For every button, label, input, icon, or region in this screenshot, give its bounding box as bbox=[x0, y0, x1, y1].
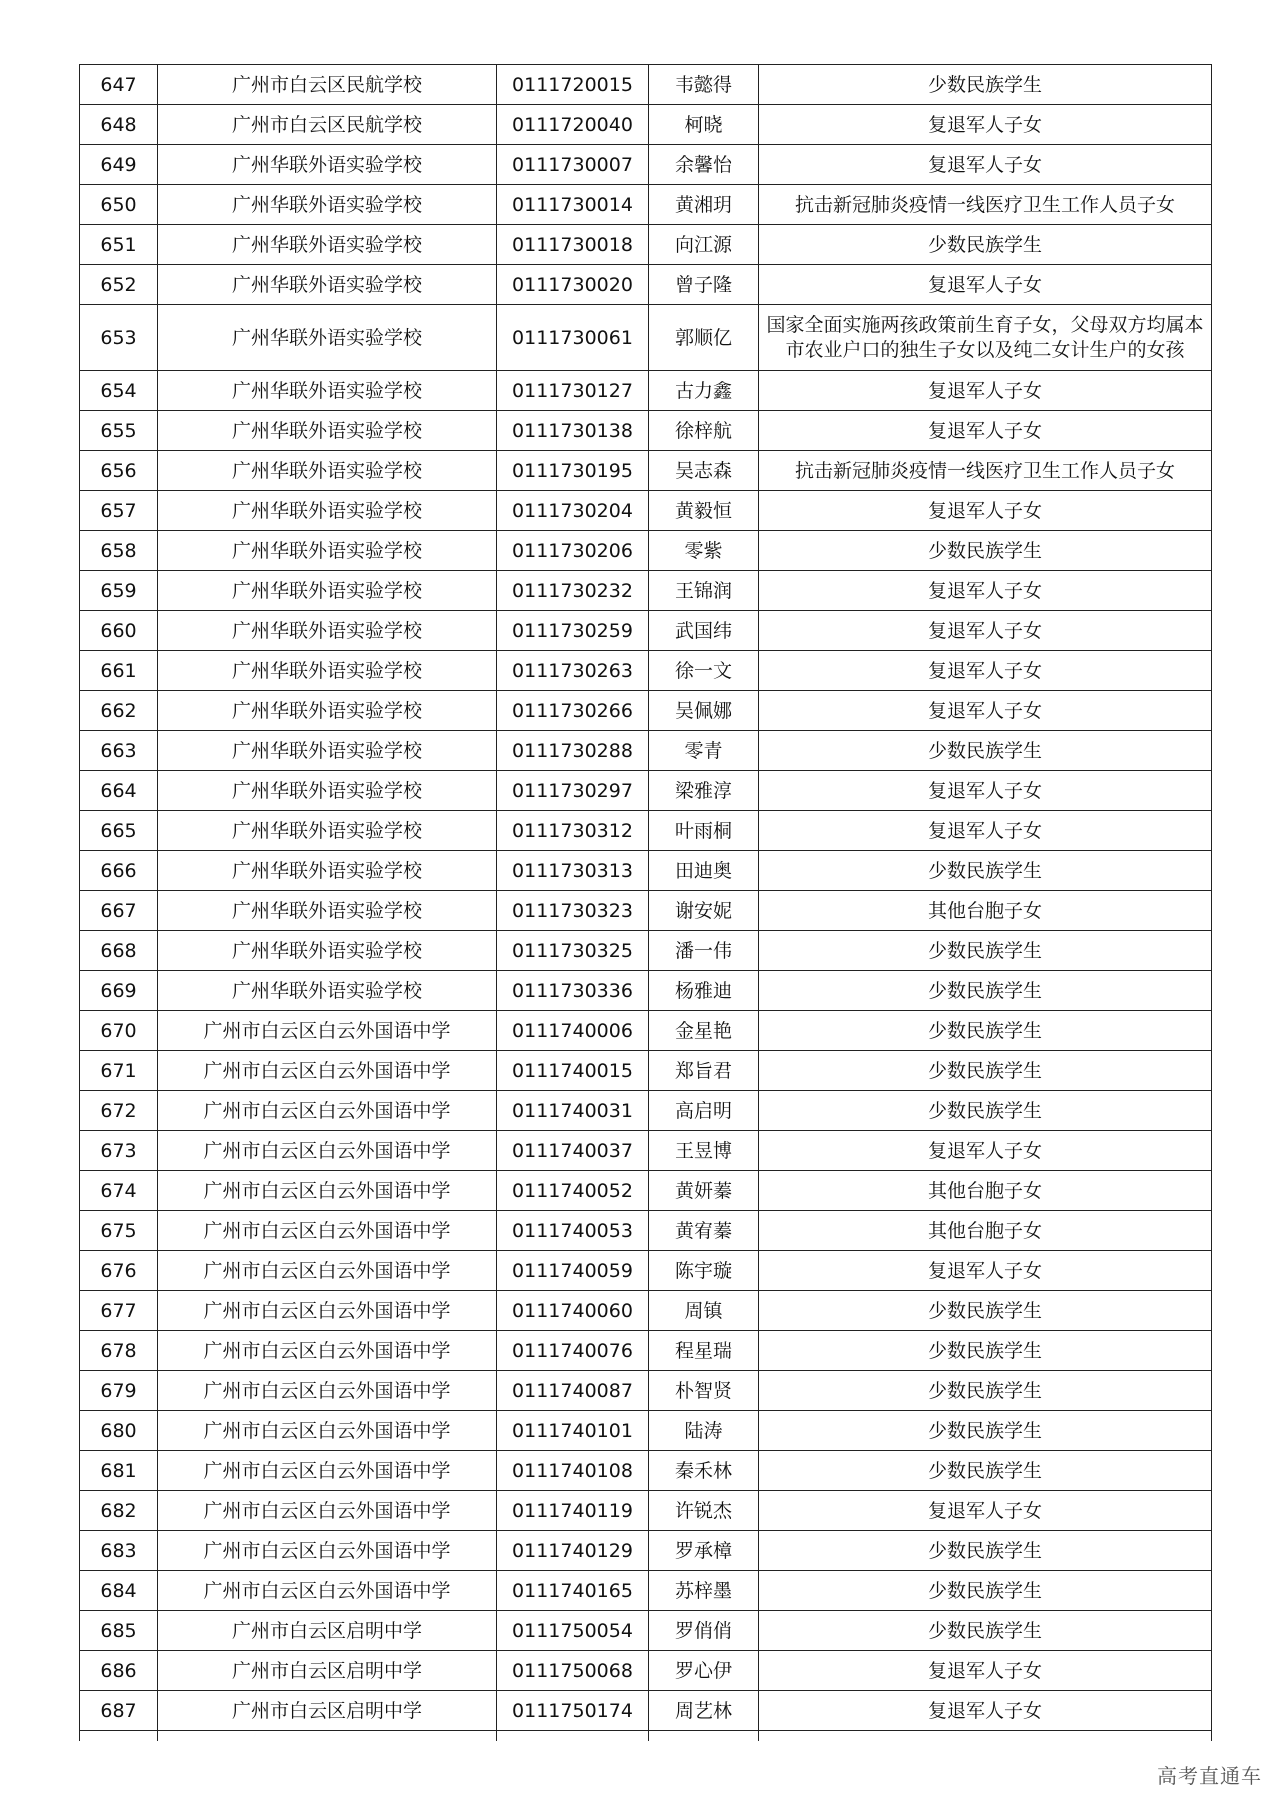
exam-number-cell: 0111730232 bbox=[497, 571, 649, 611]
student-name-cell: 吴志森 bbox=[649, 451, 759, 491]
row-number-cell: 682 bbox=[80, 1491, 158, 1531]
student-name-cell: 余馨怡 bbox=[649, 145, 759, 185]
student-name-cell: 零紫 bbox=[649, 531, 759, 571]
table-row-stub bbox=[80, 1731, 1212, 1742]
student-name-cell: 杨雅迪 bbox=[649, 971, 759, 1011]
student-name-cell: 秦禾林 bbox=[649, 1451, 759, 1491]
school-name-cell: 广州华联外语实验学校 bbox=[158, 265, 497, 305]
category-cell: 其他台胞子女 bbox=[759, 1211, 1212, 1251]
student-name-cell: 吴佩娜 bbox=[649, 691, 759, 731]
category-cell: 复退军人子女 bbox=[759, 411, 1212, 451]
category-cell: 复退军人子女 bbox=[759, 611, 1212, 651]
category-cell: 复退军人子女 bbox=[759, 371, 1212, 411]
student-name-cell: 黄湘玥 bbox=[649, 185, 759, 225]
student-name-cell: 田迪奥 bbox=[649, 851, 759, 891]
row-number-cell: 657 bbox=[80, 491, 158, 531]
school-name-cell: 广州市白云区民航学校 bbox=[158, 65, 497, 105]
exam-number-cell: 0111740052 bbox=[497, 1171, 649, 1211]
school-name-cell: 广州华联外语实验学校 bbox=[158, 731, 497, 771]
exam-number-cell: 0111730259 bbox=[497, 611, 649, 651]
table-row bbox=[80, 225, 1212, 265]
row-number-cell: 652 bbox=[80, 265, 158, 305]
exam-number-cell: 0111740119 bbox=[497, 1491, 649, 1531]
school-name-cell: 广州华联外语实验学校 bbox=[158, 651, 497, 691]
table-row bbox=[80, 145, 1212, 185]
table-row bbox=[80, 265, 1212, 305]
table-row bbox=[80, 611, 1212, 651]
row-number-cell: 676 bbox=[80, 1251, 158, 1291]
stub-cell bbox=[649, 1731, 759, 1742]
row-number-cell: 664 bbox=[80, 771, 158, 811]
exam-number-cell: 0111730323 bbox=[497, 891, 649, 931]
exam-number-cell: 0111720040 bbox=[497, 105, 649, 145]
table-row bbox=[80, 1411, 1212, 1451]
exam-number-cell: 0111730206 bbox=[497, 531, 649, 571]
row-number-cell: 671 bbox=[80, 1051, 158, 1091]
table-row bbox=[80, 1371, 1212, 1411]
table-row bbox=[80, 771, 1212, 811]
row-number-cell: 665 bbox=[80, 811, 158, 851]
school-name-cell: 广州市白云区白云外国语中学 bbox=[158, 1011, 497, 1051]
school-name-cell: 广州市白云区白云外国语中学 bbox=[158, 1091, 497, 1131]
row-number-cell: 647 bbox=[80, 65, 158, 105]
category-cell: 复退军人子女 bbox=[759, 1491, 1212, 1531]
row-number-cell: 670 bbox=[80, 1011, 158, 1051]
category-cell: 国家全面实施两孩政策前生育子女，父母双方均属本市农业户口的独生子女以及纯二女计生户的女孩 bbox=[759, 305, 1212, 371]
school-name-cell: 广州市白云区白云外国语中学 bbox=[158, 1531, 497, 1571]
row-number-cell: 649 bbox=[80, 145, 158, 185]
table-row bbox=[80, 1051, 1212, 1091]
row-number-cell: 669 bbox=[80, 971, 158, 1011]
table-row bbox=[80, 731, 1212, 771]
exam-number-cell: 0111740006 bbox=[497, 1011, 649, 1051]
row-number-cell: 653 bbox=[80, 305, 158, 371]
stub-cell bbox=[80, 1731, 158, 1742]
row-number-cell: 668 bbox=[80, 931, 158, 971]
row-number-cell: 666 bbox=[80, 851, 158, 891]
student-name-cell: 陈宇璇 bbox=[649, 1251, 759, 1291]
row-number-cell: 678 bbox=[80, 1331, 158, 1371]
row-number-cell: 687 bbox=[80, 1691, 158, 1731]
row-number-cell: 650 bbox=[80, 185, 158, 225]
school-name-cell: 广州市白云区民航学校 bbox=[158, 105, 497, 145]
student-name-cell: 金星艳 bbox=[649, 1011, 759, 1051]
school-name-cell: 广州华联外语实验学校 bbox=[158, 611, 497, 651]
exam-number-cell: 0111730263 bbox=[497, 651, 649, 691]
category-cell: 复退军人子女 bbox=[759, 571, 1212, 611]
category-cell: 少数民族学生 bbox=[759, 1451, 1212, 1491]
school-name-cell: 广州华联外语实验学校 bbox=[158, 931, 497, 971]
student-name-cell: 王昱博 bbox=[649, 1131, 759, 1171]
exam-number-cell: 0111750068 bbox=[497, 1651, 649, 1691]
row-number-cell: 661 bbox=[80, 651, 158, 691]
category-cell: 复退军人子女 bbox=[759, 265, 1212, 305]
school-name-cell: 广州华联外语实验学校 bbox=[158, 771, 497, 811]
category-cell: 抗击新冠肺炎疫情一线医疗卫生工作人员子女 bbox=[759, 185, 1212, 225]
table-row bbox=[80, 1531, 1212, 1571]
school-name-cell: 广州华联外语实验学校 bbox=[158, 491, 497, 531]
category-cell: 少数民族学生 bbox=[759, 1571, 1212, 1611]
table-row bbox=[80, 851, 1212, 891]
school-name-cell: 广州市白云区白云外国语中学 bbox=[158, 1571, 497, 1611]
student-name-cell: 周艺林 bbox=[649, 1691, 759, 1731]
school-name-cell: 广州华联外语实验学校 bbox=[158, 145, 497, 185]
exam-number-cell: 0111730020 bbox=[497, 265, 649, 305]
student-name-cell: 潘一伟 bbox=[649, 931, 759, 971]
student-name-cell: 程星瑞 bbox=[649, 1331, 759, 1371]
exam-number-cell: 0111740060 bbox=[497, 1291, 649, 1331]
exam-number-cell: 0111740087 bbox=[497, 1371, 649, 1411]
table-row bbox=[80, 811, 1212, 851]
category-cell: 少数民族学生 bbox=[759, 1611, 1212, 1651]
table-row bbox=[80, 931, 1212, 971]
school-name-cell: 广州市白云区白云外国语中学 bbox=[158, 1051, 497, 1091]
exam-number-cell: 0111740129 bbox=[497, 1531, 649, 1571]
exam-number-cell: 0111750174 bbox=[497, 1691, 649, 1731]
school-name-cell: 广州华联外语实验学校 bbox=[158, 891, 497, 931]
school-name-cell: 广州华联外语实验学校 bbox=[158, 451, 497, 491]
category-cell: 抗击新冠肺炎疫情一线医疗卫生工作人员子女 bbox=[759, 451, 1212, 491]
row-number-cell: 655 bbox=[80, 411, 158, 451]
exam-number-cell: 0111730204 bbox=[497, 491, 649, 531]
category-cell: 少数民族学生 bbox=[759, 1051, 1212, 1091]
row-number-cell: 663 bbox=[80, 731, 158, 771]
school-name-cell: 广州市白云区白云外国语中学 bbox=[158, 1251, 497, 1291]
row-number-cell: 681 bbox=[80, 1451, 158, 1491]
category-cell: 少数民族学生 bbox=[759, 1371, 1212, 1411]
table-row bbox=[80, 491, 1212, 531]
category-cell: 复退军人子女 bbox=[759, 771, 1212, 811]
student-name-cell: 武国纬 bbox=[649, 611, 759, 651]
row-number-cell: 648 bbox=[80, 105, 158, 145]
school-name-cell: 广州华联外语实验学校 bbox=[158, 225, 497, 265]
school-name-cell: 广州华联外语实验学校 bbox=[158, 305, 497, 371]
watermark-text: 高考直通车 bbox=[1157, 1764, 1262, 1788]
school-name-cell: 广州华联外语实验学校 bbox=[158, 691, 497, 731]
exam-number-cell: 0111730266 bbox=[497, 691, 649, 731]
stub-cell bbox=[497, 1731, 649, 1742]
student-name-cell: 罗俏俏 bbox=[649, 1611, 759, 1651]
row-number-cell: 684 bbox=[80, 1571, 158, 1611]
table-row bbox=[80, 1451, 1212, 1491]
school-name-cell: 广州市白云区白云外国语中学 bbox=[158, 1371, 497, 1411]
school-name-cell: 广州华联外语实验学校 bbox=[158, 811, 497, 851]
student-name-cell: 黄毅恒 bbox=[649, 491, 759, 531]
exam-number-cell: 0111750054 bbox=[497, 1611, 649, 1651]
table-row bbox=[80, 1571, 1212, 1611]
exam-number-cell: 0111720015 bbox=[497, 65, 649, 105]
table-row bbox=[80, 891, 1212, 931]
exam-number-cell: 0111730127 bbox=[497, 371, 649, 411]
row-number-cell: 662 bbox=[80, 691, 158, 731]
student-name-cell: 零青 bbox=[649, 731, 759, 771]
student-name-cell: 陆涛 bbox=[649, 1411, 759, 1451]
school-name-cell: 广州华联外语实验学校 bbox=[158, 185, 497, 225]
school-name-cell: 广州华联外语实验学校 bbox=[158, 851, 497, 891]
table-row bbox=[80, 1691, 1212, 1731]
school-name-cell: 广州华联外语实验学校 bbox=[158, 411, 497, 451]
exam-number-cell: 0111730325 bbox=[497, 931, 649, 971]
student-name-cell: 曾子隆 bbox=[649, 265, 759, 305]
table-row bbox=[80, 1011, 1212, 1051]
category-cell: 少数民族学生 bbox=[759, 851, 1212, 891]
category-cell: 少数民族学生 bbox=[759, 1291, 1212, 1331]
student-name-cell: 向江源 bbox=[649, 225, 759, 265]
exam-number-cell: 0111730288 bbox=[497, 731, 649, 771]
category-cell: 少数民族学生 bbox=[759, 731, 1212, 771]
exam-number-cell: 0111730138 bbox=[497, 411, 649, 451]
table-row bbox=[80, 1251, 1212, 1291]
category-cell: 少数民族学生 bbox=[759, 1091, 1212, 1131]
category-cell: 少数民族学生 bbox=[759, 225, 1212, 265]
category-cell: 少数民族学生 bbox=[759, 1331, 1212, 1371]
admission-list-table bbox=[79, 64, 1212, 1741]
exam-number-cell: 0111730195 bbox=[497, 451, 649, 491]
student-name-cell: 徐梓航 bbox=[649, 411, 759, 451]
category-cell: 其他台胞子女 bbox=[759, 1171, 1212, 1211]
student-name-cell: 罗心伊 bbox=[649, 1651, 759, 1691]
row-number-cell: 667 bbox=[80, 891, 158, 931]
row-number-cell: 656 bbox=[80, 451, 158, 491]
student-name-cell: 韦懿得 bbox=[649, 65, 759, 105]
exam-number-cell: 0111730297 bbox=[497, 771, 649, 811]
row-number-cell: 651 bbox=[80, 225, 158, 265]
student-name-cell: 黄宥蓁 bbox=[649, 1211, 759, 1251]
exam-number-cell: 0111740015 bbox=[497, 1051, 649, 1091]
table-row bbox=[80, 691, 1212, 731]
row-number-cell: 673 bbox=[80, 1131, 158, 1171]
student-name-cell: 周镇 bbox=[649, 1291, 759, 1331]
table-row bbox=[80, 451, 1212, 491]
student-name-cell: 高启明 bbox=[649, 1091, 759, 1131]
exam-number-cell: 0111730014 bbox=[497, 185, 649, 225]
category-cell: 其他台胞子女 bbox=[759, 891, 1212, 931]
table-row bbox=[80, 971, 1212, 1011]
school-name-cell: 广州市白云区白云外国语中学 bbox=[158, 1291, 497, 1331]
table-row bbox=[80, 1291, 1212, 1331]
table-row bbox=[80, 531, 1212, 571]
exam-number-cell: 0111740165 bbox=[497, 1571, 649, 1611]
school-name-cell: 广州市白云区白云外国语中学 bbox=[158, 1451, 497, 1491]
table-row bbox=[80, 1211, 1212, 1251]
exam-number-cell: 0111740053 bbox=[497, 1211, 649, 1251]
category-cell: 复退军人子女 bbox=[759, 1651, 1212, 1691]
row-number-cell: 679 bbox=[80, 1371, 158, 1411]
category-cell: 少数民族学生 bbox=[759, 1411, 1212, 1451]
row-number-cell: 675 bbox=[80, 1211, 158, 1251]
category-cell: 少数民族学生 bbox=[759, 1531, 1212, 1571]
exam-number-cell: 0111740031 bbox=[497, 1091, 649, 1131]
student-name-cell: 徐一文 bbox=[649, 651, 759, 691]
category-cell: 少数民族学生 bbox=[759, 531, 1212, 571]
category-cell: 复退军人子女 bbox=[759, 145, 1212, 185]
school-name-cell: 广州市白云区白云外国语中学 bbox=[158, 1411, 497, 1451]
student-name-cell: 黄妍蓁 bbox=[649, 1171, 759, 1211]
student-name-cell: 朴智贤 bbox=[649, 1371, 759, 1411]
table-row bbox=[80, 571, 1212, 611]
exam-number-cell: 0111730312 bbox=[497, 811, 649, 851]
stub-cell bbox=[158, 1731, 497, 1742]
table-row bbox=[80, 1131, 1212, 1171]
student-name-cell: 柯晓 bbox=[649, 105, 759, 145]
exam-number-cell: 0111740059 bbox=[497, 1251, 649, 1291]
row-number-cell: 685 bbox=[80, 1611, 158, 1651]
table-row bbox=[80, 1091, 1212, 1131]
row-number-cell: 674 bbox=[80, 1171, 158, 1211]
student-name-cell: 许锐杰 bbox=[649, 1491, 759, 1531]
category-cell: 复退军人子女 bbox=[759, 1131, 1212, 1171]
table-row bbox=[80, 1171, 1212, 1211]
exam-number-cell: 0111730336 bbox=[497, 971, 649, 1011]
exam-number-cell: 0111730007 bbox=[497, 145, 649, 185]
school-name-cell: 广州市白云区白云外国语中学 bbox=[158, 1171, 497, 1211]
category-cell: 复退军人子女 bbox=[759, 811, 1212, 851]
exam-number-cell: 0111740037 bbox=[497, 1131, 649, 1171]
exam-number-cell: 0111730018 bbox=[497, 225, 649, 265]
school-name-cell: 广州市白云区启明中学 bbox=[158, 1691, 497, 1731]
student-name-cell: 王锦润 bbox=[649, 571, 759, 611]
student-name-cell: 郭顺亿 bbox=[649, 305, 759, 371]
row-number-cell: 686 bbox=[80, 1651, 158, 1691]
school-name-cell: 广州市白云区启明中学 bbox=[158, 1611, 497, 1651]
school-name-cell: 广州市白云区启明中学 bbox=[158, 1651, 497, 1691]
table-row bbox=[80, 1651, 1212, 1691]
category-cell: 复退军人子女 bbox=[759, 105, 1212, 145]
school-name-cell: 广州华联外语实验学校 bbox=[158, 971, 497, 1011]
table-body bbox=[80, 65, 1212, 1742]
table-row bbox=[80, 651, 1212, 691]
exam-number-cell: 0111740101 bbox=[497, 1411, 649, 1451]
row-number-cell: 672 bbox=[80, 1091, 158, 1131]
table-row bbox=[80, 411, 1212, 451]
student-name-cell: 古力鑫 bbox=[649, 371, 759, 411]
exam-number-cell: 0111740108 bbox=[497, 1451, 649, 1491]
school-name-cell: 广州市白云区白云外国语中学 bbox=[158, 1131, 497, 1171]
category-cell: 少数民族学生 bbox=[759, 1011, 1212, 1051]
category-cell: 复退军人子女 bbox=[759, 1251, 1212, 1291]
exam-number-cell: 0111740076 bbox=[497, 1331, 649, 1371]
row-number-cell: 659 bbox=[80, 571, 158, 611]
category-cell: 复退军人子女 bbox=[759, 491, 1212, 531]
table-row bbox=[80, 305, 1212, 371]
category-cell: 复退军人子女 bbox=[759, 651, 1212, 691]
table-row bbox=[80, 185, 1212, 225]
exam-number-cell: 0111730061 bbox=[497, 305, 649, 371]
student-name-cell: 苏梓墨 bbox=[649, 1571, 759, 1611]
table-row bbox=[80, 1331, 1212, 1371]
category-cell: 复退军人子女 bbox=[759, 691, 1212, 731]
exam-number-cell: 0111730313 bbox=[497, 851, 649, 891]
category-cell: 复退军人子女 bbox=[759, 1691, 1212, 1731]
row-number-cell: 680 bbox=[80, 1411, 158, 1451]
table-row bbox=[80, 65, 1212, 105]
school-name-cell: 广州华联外语实验学校 bbox=[158, 371, 497, 411]
row-number-cell: 660 bbox=[80, 611, 158, 651]
school-name-cell: 广州市白云区白云外国语中学 bbox=[158, 1331, 497, 1371]
school-name-cell: 广州市白云区白云外国语中学 bbox=[158, 1491, 497, 1531]
stub-cell bbox=[759, 1731, 1212, 1742]
table-row bbox=[80, 1611, 1212, 1651]
student-name-cell: 谢安妮 bbox=[649, 891, 759, 931]
school-name-cell: 广州市白云区白云外国语中学 bbox=[158, 1211, 497, 1251]
row-number-cell: 683 bbox=[80, 1531, 158, 1571]
category-cell: 少数民族学生 bbox=[759, 971, 1212, 1011]
school-name-cell: 广州华联外语实验学校 bbox=[158, 571, 497, 611]
category-cell: 少数民族学生 bbox=[759, 931, 1212, 971]
table-row bbox=[80, 105, 1212, 145]
category-cell: 少数民族学生 bbox=[759, 65, 1212, 105]
table-row bbox=[80, 371, 1212, 411]
row-number-cell: 658 bbox=[80, 531, 158, 571]
school-name-cell: 广州华联外语实验学校 bbox=[158, 531, 497, 571]
row-number-cell: 677 bbox=[80, 1291, 158, 1331]
row-number-cell: 654 bbox=[80, 371, 158, 411]
student-name-cell: 罗承樟 bbox=[649, 1531, 759, 1571]
student-name-cell: 郑旨君 bbox=[649, 1051, 759, 1091]
student-name-cell: 梁雅淳 bbox=[649, 771, 759, 811]
table-row bbox=[80, 1491, 1212, 1531]
student-name-cell: 叶雨桐 bbox=[649, 811, 759, 851]
